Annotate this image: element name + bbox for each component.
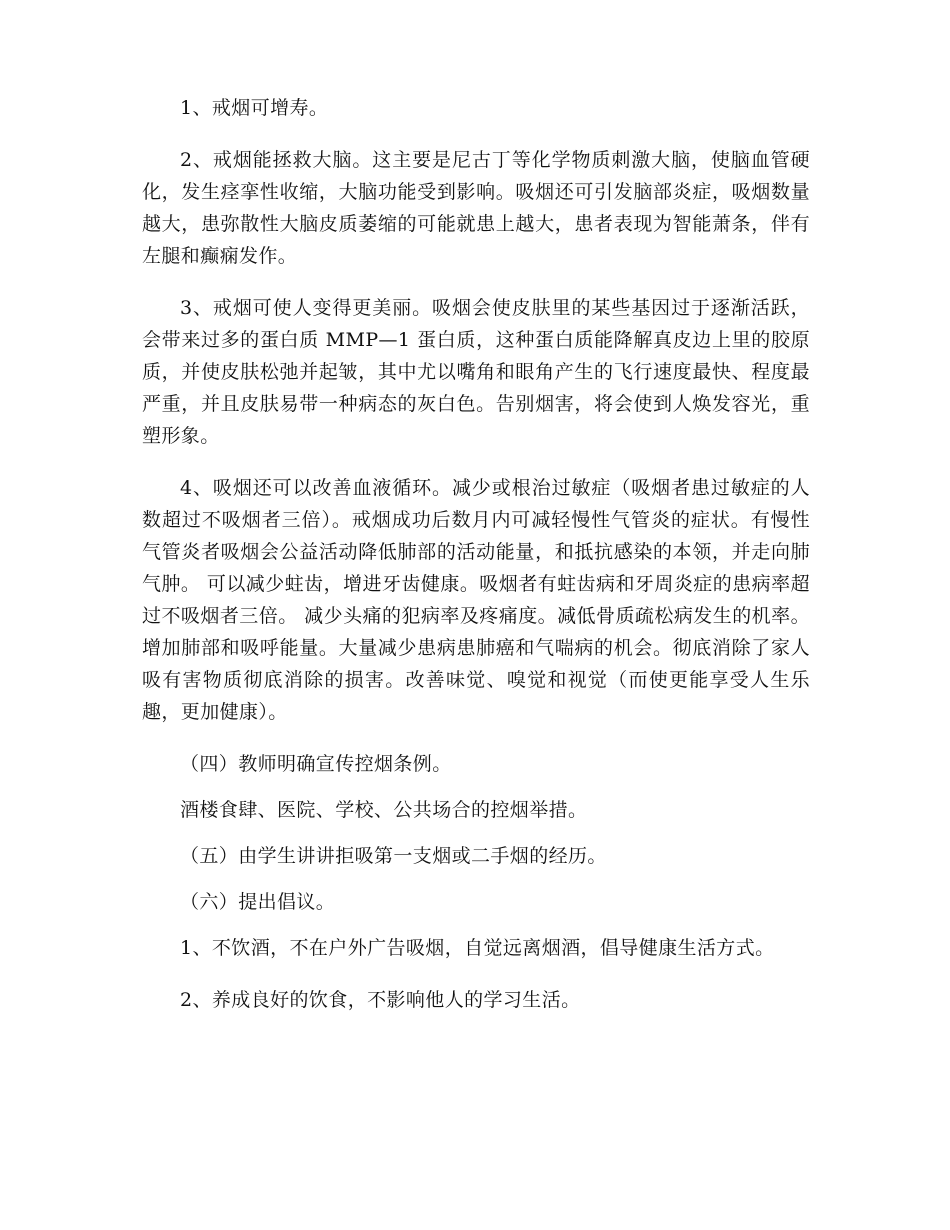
paragraph-quit-smoking-circulation: 4、吸烟还可以改善血液循环。减少或根治过敏症（吸烟者患过敏症的人数超过不吸烟者三倍）。戒烟成功后数月内可减轻慢性气管炎的症状。有慢性气管炎者吸烟会公益活动降低肺部的活动能量，和抵抗感染的本领，并走向肺气肿。 可以减少蛀齿，增进牙齿健康。吸烟者有蛀齿病和牙周炎症的患病率超过不吸烟者三倍。 减少头痛的犯病率及疼痛度。减低骨质疏松病发生的机率。增加肺部和吸呼能量。大量减少患病患肺癌和气喘病的机会。彻底消除了家人吸有害物质彻底消除的损害。改善味觉、嗅觉和视觉（而使更能享受人生乐趣，更加健康）。: [142, 477, 810, 723]
paragraph-quit-smoking-longevity: 1、戒烟可增寿。: [180, 97, 329, 119]
proposal-item-2: 2、养成良好的饮食，不影响他人的学习生活。: [180, 989, 581, 1011]
paragraph-quit-smoking-beauty: 3、戒烟可使人变得更美丽。吸烟会使皮肤里的某些基因过于逐渐活跃，会带来过多的蛋白质 MMP—1 蛋白质，这种蛋白质能降解真皮边上里的胶原质，并使皮肤松弛并起皱，其中尤以嘴角和眼角产生的飞行速度最快、程度最严重，并且皮肤易带一种病态的灰白色。告别烟害，将会使到人焕发容光，重塑形象。: [142, 297, 810, 447]
paragraph-smoking-control-measures: 酒楼食肆、医院、学校、公共场合的控烟举措。: [180, 799, 588, 821]
paragraph-quit-smoking-brain: 2、戒烟能拯救大脑。这主要是尼古丁等化学物质刺激大脑，使脑血管硬化，发生痉挛性收缩，大脑功能受到影响。吸烟还可引发脑部炎症，吸烟数量越大，患弥散性大脑皮质萎缩的可能就患上越大，患者表现为智能萧条，伴有左腿和癫痫发作。: [142, 149, 810, 267]
section-heading-five: （五）由学生讲讲拒吸第一支烟或二手烟的经历。: [180, 845, 607, 867]
document-body: [142, 92, 810, 1036]
proposal-item-1: 1、不饮酒，不在户外广告吸烟，自觉远离烟酒，倡导健康生活方式。: [180, 937, 775, 959]
section-heading-four: （四）教师明确宣传控烟条例。: [180, 753, 452, 775]
section-heading-six: （六）提出倡议。: [180, 891, 336, 913]
